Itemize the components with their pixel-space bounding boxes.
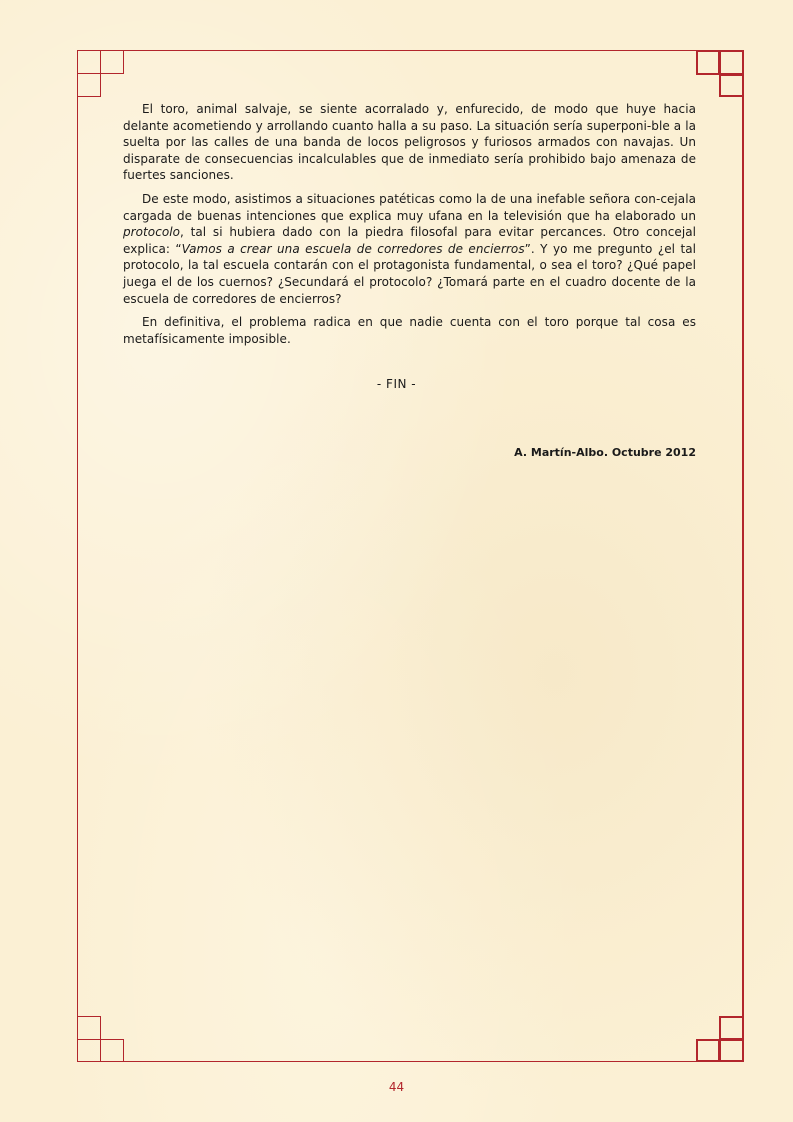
body-text	[123, 101, 696, 354]
frame-right-line	[742, 50, 744, 1062]
corner-ornament-bottom-left-c	[100, 1039, 124, 1062]
page-number: 44	[388, 1080, 405, 1094]
corner-ornament-top-left-b	[100, 50, 124, 74]
paragraph-2-text-b: , tal si hubiera dado con la piedra filosofal para evitar percances. Otro concejal explica: “	[123, 225, 696, 256]
paragraph-2-text-c: ”. Y yo me pregunto ¿el tal protocolo, la tal escuela contarán con el protagonista fundamental, o sea el toro? ¿Qué papel juega el de los cuernos? ¿Secundará el protocolo? ¿Tomará parte en el cuadro docente de la escuela de corredores de encierros?	[123, 241, 697, 306]
corner-ornament-top-left-a	[77, 50, 101, 74]
corner-ornament-bottom-right-c	[719, 1039, 744, 1062]
corner-ornament-bottom-right-a	[719, 1016, 744, 1040]
frame-left-line	[77, 50, 78, 1062]
corner-ornament-top-right-a	[696, 50, 720, 75]
corner-ornament-top-right-c	[719, 74, 744, 97]
corner-ornament-top-left-c	[77, 73, 101, 97]
frame-top-line	[77, 50, 743, 51]
corner-ornament-top-right-b	[719, 50, 744, 75]
paragraph-3: En definitiva, el problema radica en que nadie cuenta con el toro porque tal cosa es metafísicamente imposible.	[123, 315, 696, 346]
corner-ornament-bottom-left-a	[77, 1016, 101, 1040]
author-signature: A. Martín-Albo. Octubre 2012	[514, 446, 696, 459]
emphasis-quote: Vamos a crear una escuela de corredores de encierros	[181, 241, 525, 256]
paragraph-2	[123, 191, 696, 307]
fin-marker: - FIN -	[376, 377, 417, 391]
paragraph-1: El toro, animal salvaje, se siente acorralado y, enfurecido, de modo que huye hacia delante acometiendo y arrollando cuanto halla a su paso. La situación sería superponi-ble a la suelta por las calles de una banda de locos peligrosos y furiosos armados con navajas. Un disparate de consecuencias incalculables que de inmediato sería prohibido bajo amenaza de fuertes sanciones.	[123, 102, 696, 183]
corner-ornament-bottom-left-b	[77, 1039, 101, 1062]
paragraph-2-text-a: De este modo, asistimos a situaciones patéticas como la de una inefable señora con-cejala cargada de buenas intenciones que explica muy ufana en la televisión que ha elaborado un	[123, 191, 696, 223]
emphasis-protocolo: protocolo	[123, 225, 181, 240]
corner-ornament-bottom-right-b	[696, 1039, 720, 1062]
frame-bottom-line	[77, 1061, 743, 1062]
